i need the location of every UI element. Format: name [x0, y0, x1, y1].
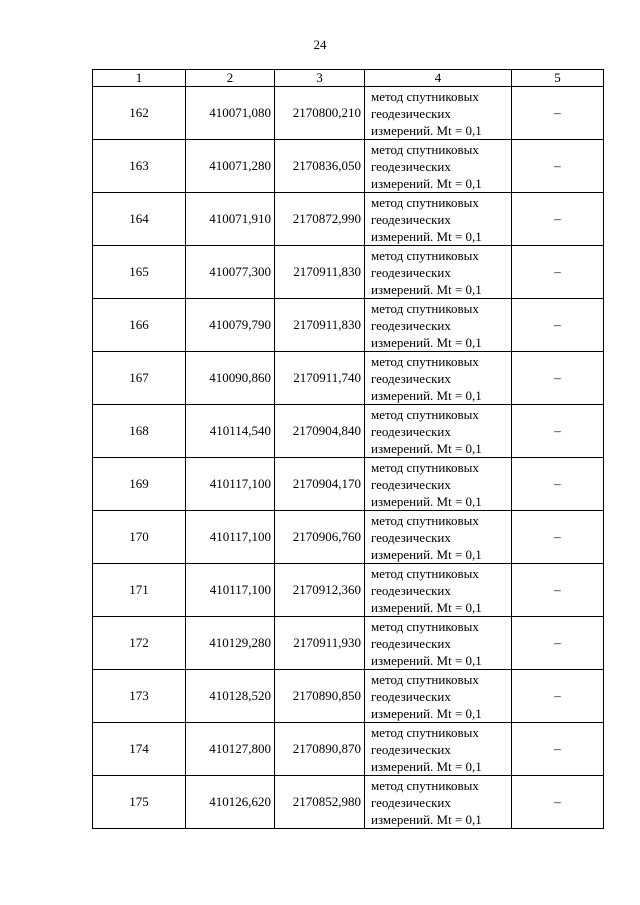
point-number-cell: 162: [93, 87, 186, 140]
method-cell: метод спутниковых геодезических измерений. Mt = 0,1: [365, 564, 512, 617]
point-number-cell: 165: [93, 246, 186, 299]
y-coordinate-cell: 2170836,050: [275, 140, 365, 193]
note-cell: –: [512, 776, 604, 829]
table-row: [93, 670, 604, 723]
y-coordinate-cell: 2170912,360: [275, 564, 365, 617]
point-number-cell: 173: [93, 670, 186, 723]
point-number-cell: 172: [93, 617, 186, 670]
y-coordinate-cell: 2170911,740: [275, 352, 365, 405]
point-number-cell: 167: [93, 352, 186, 405]
x-coordinate-cell: 410128,520: [186, 670, 275, 723]
table-row: [93, 511, 604, 564]
method-cell: метод спутниковых геодезических измерений. Mt = 0,1: [365, 193, 512, 246]
note-cell: –: [512, 299, 604, 352]
x-coordinate-cell: 410127,800: [186, 723, 275, 776]
x-coordinate-cell: 410129,280: [186, 617, 275, 670]
x-coordinate-cell: 410071,910: [186, 193, 275, 246]
method-cell: метод спутниковых геодезических измерений. Mt = 0,1: [365, 87, 512, 140]
table-row: [93, 564, 604, 617]
x-coordinate-cell: 410071,080: [186, 87, 275, 140]
method-cell: метод спутниковых геодезических измерений. Mt = 0,1: [365, 670, 512, 723]
method-cell: метод спутниковых геодезических измерений. Mt = 0,1: [365, 352, 512, 405]
note-cell: –: [512, 723, 604, 776]
note-cell: –: [512, 140, 604, 193]
method-cell: метод спутниковых геодезических измерений. Mt = 0,1: [365, 723, 512, 776]
note-cell: –: [512, 511, 604, 564]
note-cell: –: [512, 564, 604, 617]
note-cell: –: [512, 405, 604, 458]
table-row: [93, 352, 604, 405]
x-coordinate-cell: 410079,790: [186, 299, 275, 352]
y-coordinate-cell: 2170911,830: [275, 246, 365, 299]
method-cell: метод спутниковых геодезических измерений. Mt = 0,1: [365, 458, 512, 511]
point-number-cell: 166: [93, 299, 186, 352]
y-coordinate-cell: 2170852,980: [275, 776, 365, 829]
table-row: [93, 193, 604, 246]
y-coordinate-cell: 2170911,930: [275, 617, 365, 670]
method-cell: метод спутниковых геодезических измерений. Mt = 0,1: [365, 299, 512, 352]
y-coordinate-cell: 2170800,210: [275, 87, 365, 140]
y-coordinate-cell: 2170911,830: [275, 299, 365, 352]
x-coordinate-cell: 410117,100: [186, 511, 275, 564]
x-coordinate-cell: 410114,540: [186, 405, 275, 458]
point-number-cell: 169: [93, 458, 186, 511]
table-row: [93, 458, 604, 511]
table-row: [93, 776, 604, 829]
method-cell: метод спутниковых геодезических измерений. Mt = 0,1: [365, 246, 512, 299]
table-row: [93, 299, 604, 352]
method-cell: метод спутниковых геодезических измерений. Mt = 0,1: [365, 405, 512, 458]
x-coordinate-cell: 410077,300: [186, 246, 275, 299]
table-row: [93, 405, 604, 458]
note-cell: –: [512, 193, 604, 246]
table-body: [93, 87, 604, 829]
x-coordinate-cell: 410071,280: [186, 140, 275, 193]
y-coordinate-cell: 2170890,850: [275, 670, 365, 723]
x-coordinate-cell: 410117,100: [186, 458, 275, 511]
point-number-cell: 168: [93, 405, 186, 458]
table-row: [93, 140, 604, 193]
method-cell: метод спутниковых геодезических измерений. Mt = 0,1: [365, 776, 512, 829]
note-cell: –: [512, 246, 604, 299]
column-header: 4: [365, 70, 512, 87]
table-row: [93, 246, 604, 299]
method-cell: метод спутниковых геодезических измерений. Mt = 0,1: [365, 140, 512, 193]
y-coordinate-cell: 2170904,170: [275, 458, 365, 511]
point-number-cell: 164: [93, 193, 186, 246]
x-coordinate-cell: 410126,620: [186, 776, 275, 829]
coordinates-table: [92, 69, 604, 829]
column-header: 5: [512, 70, 604, 87]
table-row: [93, 87, 604, 140]
y-coordinate-cell: 2170904,840: [275, 405, 365, 458]
x-coordinate-cell: 410090,860: [186, 352, 275, 405]
table-row: [93, 723, 604, 776]
note-cell: –: [512, 670, 604, 723]
point-number-cell: 163: [93, 140, 186, 193]
note-cell: –: [512, 458, 604, 511]
column-header: 2: [186, 70, 275, 87]
y-coordinate-cell: 2170890,870: [275, 723, 365, 776]
note-cell: –: [512, 617, 604, 670]
table-row: [93, 617, 604, 670]
method-cell: метод спутниковых геодезических измерений. Mt = 0,1: [365, 511, 512, 564]
column-header: 3: [275, 70, 365, 87]
x-coordinate-cell: 410117,100: [186, 564, 275, 617]
note-cell: –: [512, 87, 604, 140]
y-coordinate-cell: 2170872,990: [275, 193, 365, 246]
y-coordinate-cell: 2170906,760: [275, 511, 365, 564]
page-number: 24: [313, 37, 327, 52]
note-cell: –: [512, 352, 604, 405]
table-header-row: [93, 70, 604, 87]
point-number-cell: 175: [93, 776, 186, 829]
point-number-cell: 170: [93, 511, 186, 564]
method-cell: метод спутниковых геодезических измерений. Mt = 0,1: [365, 617, 512, 670]
point-number-cell: 171: [93, 564, 186, 617]
point-number-cell: 174: [93, 723, 186, 776]
column-header: 1: [93, 70, 186, 87]
